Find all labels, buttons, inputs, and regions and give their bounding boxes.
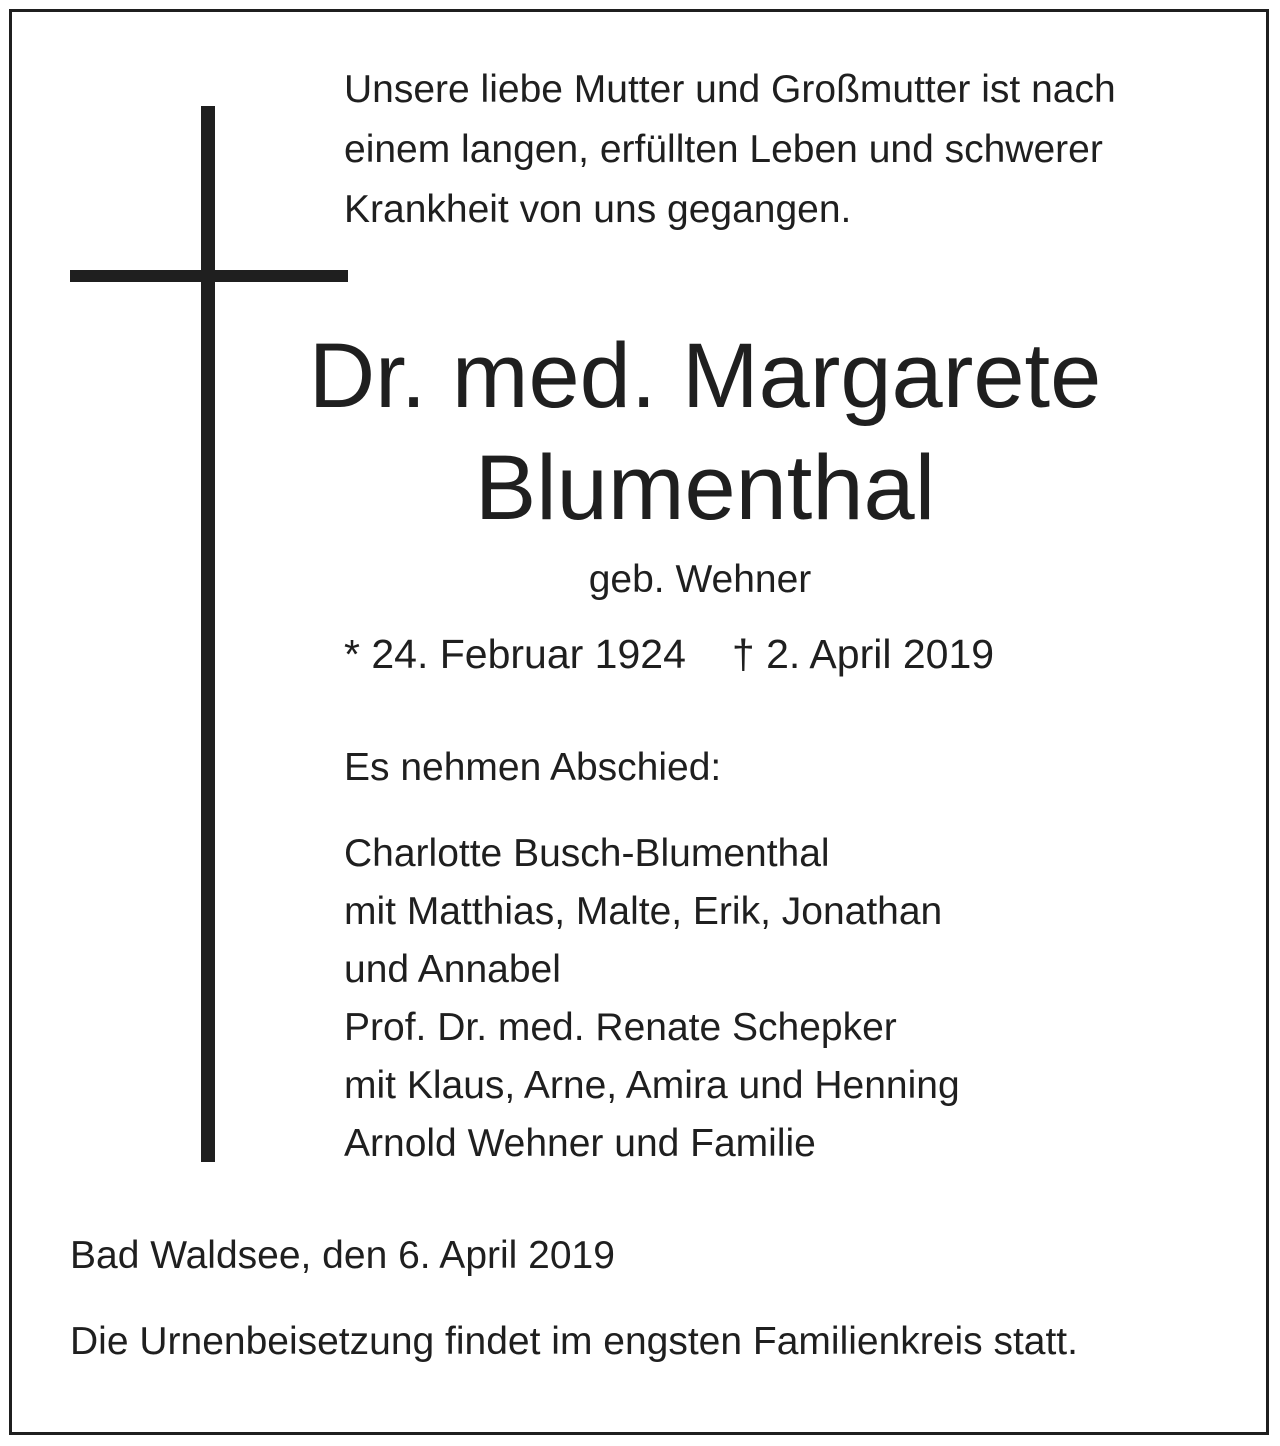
cross-horizontal-bar bbox=[70, 270, 348, 282]
intro-line: Unsere liebe Mutter und Großmutter ist nach bbox=[344, 68, 1116, 111]
intro-text bbox=[344, 60, 1244, 240]
cross-vertical-bar bbox=[201, 106, 215, 1162]
deceased-name-line: Dr. med. Margarete bbox=[308, 325, 1102, 427]
deceased-name-line: Blumenthal bbox=[474, 437, 936, 539]
mourner-line: Charlotte Busch-Blumenthal bbox=[344, 832, 830, 875]
intro-line: Krankheit von uns gegangen. bbox=[344, 188, 852, 231]
mourner-line: mit Klaus, Arne, Amira und Henning bbox=[344, 1064, 960, 1107]
maiden-name: geb. Wehner bbox=[588, 558, 812, 601]
intro-line: einem langen, erfüllten Leben und schwerer bbox=[344, 128, 1103, 171]
death-date: † 2. April 2019 bbox=[731, 631, 995, 677]
mourner-line: mit Matthias, Malte, Erik, Jonathan bbox=[344, 890, 943, 933]
place-and-date: Bad Waldsee, den 6. April 2019 bbox=[70, 1234, 615, 1277]
life-dates bbox=[344, 627, 994, 681]
burial-note: Die Urnenbeisetzung findet im engsten Familienkreis statt. bbox=[70, 1320, 1078, 1363]
deceased-name bbox=[230, 320, 1180, 544]
farewell-heading: Es nehmen Abschied: bbox=[344, 746, 722, 789]
mourner-line: und Annabel bbox=[344, 948, 561, 991]
mourners-list bbox=[344, 825, 960, 1173]
birth-date: * 24. Februar 1924 bbox=[344, 631, 686, 677]
mourner-line: Arnold Wehner und Familie bbox=[344, 1122, 816, 1165]
mourner-line: Prof. Dr. med. Renate Schepker bbox=[344, 1006, 897, 1049]
